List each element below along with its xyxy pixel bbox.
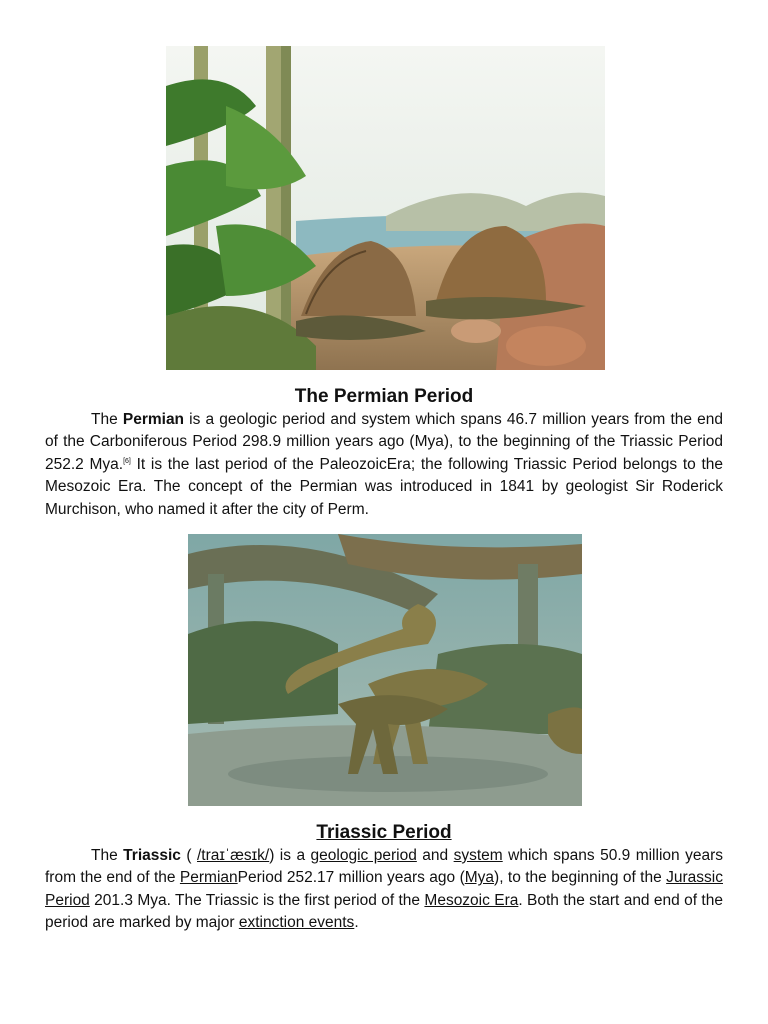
triassic-paragraph <box>45 845 723 935</box>
triassic-text: ), to the beginning of the <box>494 869 667 887</box>
permian-text: It is the last period of the PaleozoicEra; the following Triassic Period belongs to the Mesozoic Era. The concept of the Permian was introduced in 1841 by geologist Sir Roderick Murchison, who named it after the city of Perm. <box>45 455 723 518</box>
triassic-bold-term: Triassic <box>123 847 181 864</box>
pronunciation-link[interactable]: /traɪˈæsɪk/ <box>197 847 270 864</box>
permian-link[interactable]: Permian <box>179 869 238 887</box>
triassic-text: The <box>91 847 124 864</box>
permian-text: The <box>91 411 123 428</box>
jurassic-period-link[interactable]: Jurassic Period <box>45 869 723 909</box>
triassic-text: which spans 50.9 million years from the end of the <box>45 847 723 887</box>
permian-paragraph <box>45 409 723 521</box>
permian-illustration <box>166 46 605 370</box>
triassic-text: 201.3 Mya. The Triassic is the first period of the <box>89 891 425 909</box>
extinction-events-link[interactable]: extinction events <box>238 914 355 932</box>
triassic-text: and <box>416 847 454 864</box>
triassic-text: ( <box>180 847 197 864</box>
permian-text: is a geologic period and system which spans 46.7 million years from the end of the Carboniferous Period 298.9 million years ago (Mya), to the beginning of the Triassic Period 252.2 Mya. <box>45 411 723 473</box>
triassic-text: ) is a <box>269 847 311 864</box>
triassic-text: . Both the start and end of the period are marked by major <box>45 891 723 932</box>
triassic-text: . <box>354 914 359 932</box>
permian-citation[interactable]: [6] <box>123 457 131 465</box>
mesozoic-era-link[interactable]: Mesozoic Era <box>424 891 519 909</box>
geologic-period-link[interactable]: geologic period <box>310 847 417 864</box>
triassic-scene <box>188 534 582 806</box>
mya-link[interactable]: Mya <box>464 869 495 887</box>
page-title-permian: The Permian Period <box>294 386 474 407</box>
system-link[interactable]: system <box>453 847 503 864</box>
page-title-triassic: Triassic Period <box>316 822 452 843</box>
triassic-illustration <box>188 534 582 806</box>
permian-bold-term: Permian <box>122 411 185 428</box>
triassic-text: Period 252.17 million years ago ( <box>237 869 465 887</box>
permian-scene <box>166 46 605 370</box>
